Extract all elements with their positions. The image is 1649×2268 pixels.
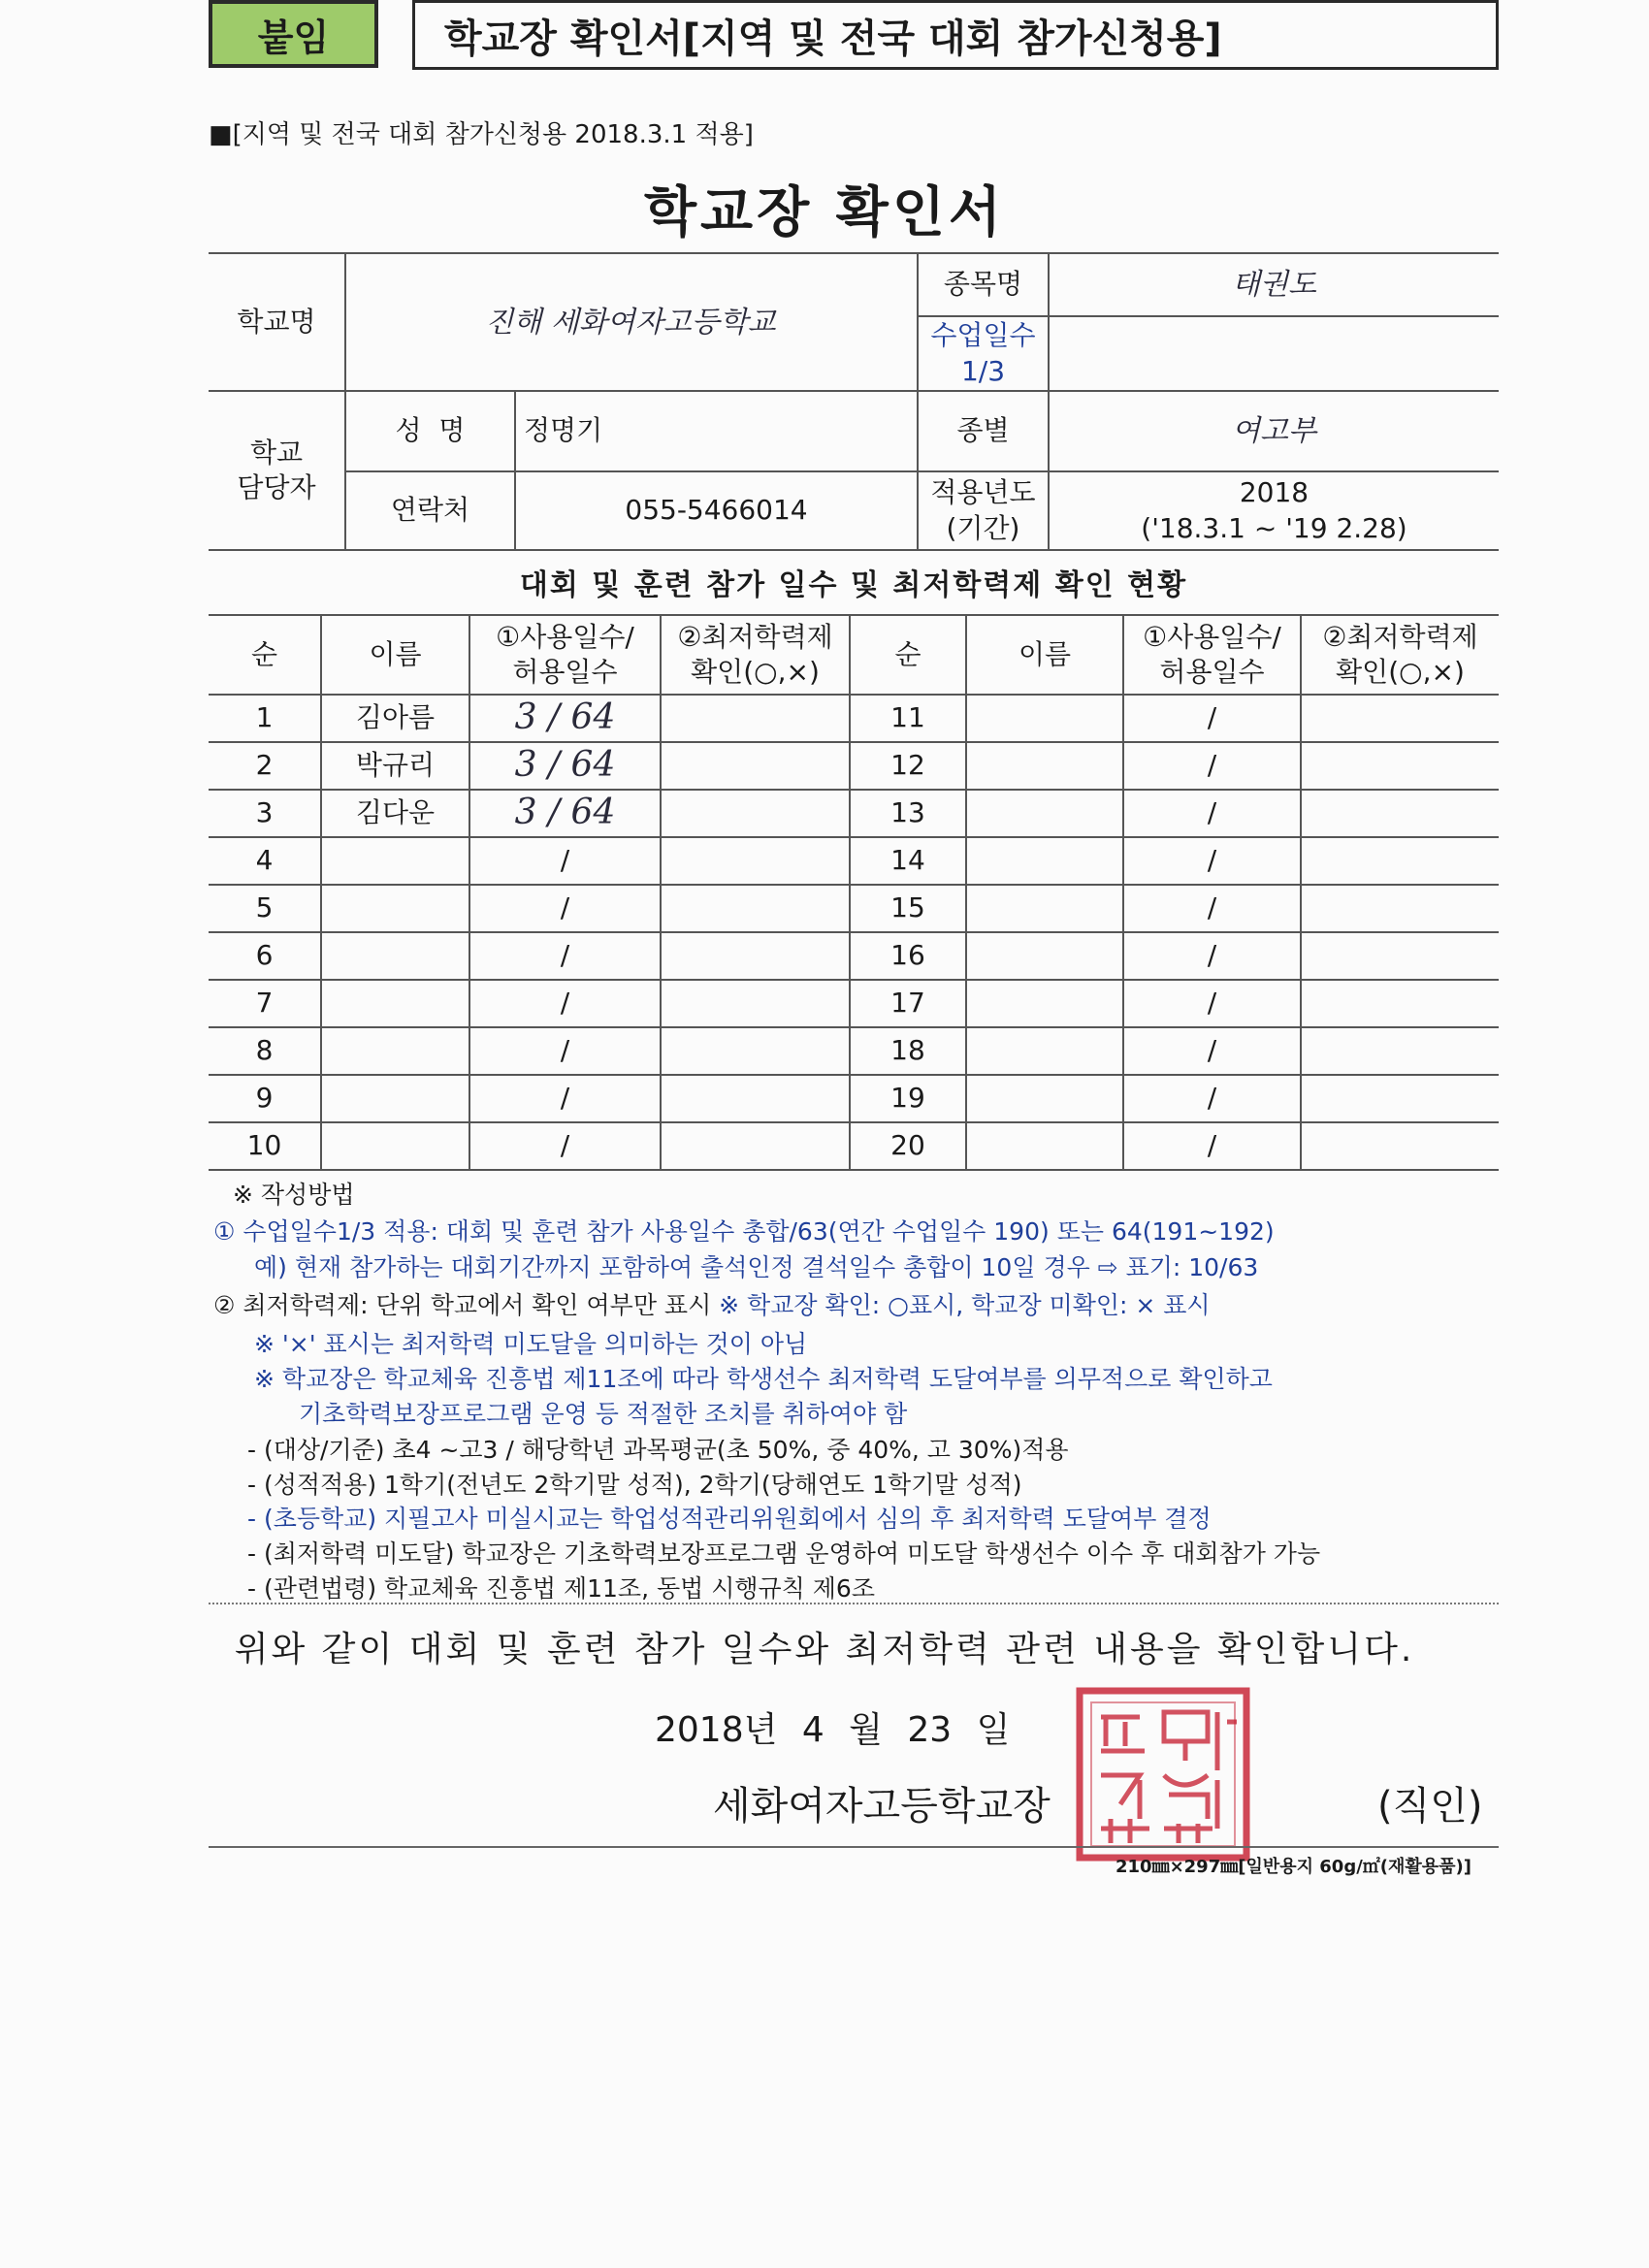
principal-title: 세화여자고등학교장: [713, 1784, 1051, 1829]
table-cell-name: [967, 1076, 1122, 1121]
school-value: 진해 세화여자고등학교: [485, 305, 776, 340]
class-days-label: 수업일수 1/3: [930, 319, 1036, 387]
table-cell-days: 3 / 64: [514, 745, 616, 786]
table-cell-check: [1302, 696, 1499, 741]
document-title: 학교장 확인서: [643, 181, 1006, 244]
contact-value: 055-5466014: [625, 494, 808, 527]
table-cell-check: [662, 933, 849, 979]
note-2: [213, 1286, 1211, 1321]
notes-heading: ※ 작성방법: [233, 1181, 355, 1209]
table-cell-days: /: [560, 844, 570, 877]
table-cell-name: [967, 886, 1122, 931]
confirmation-text: 위와 같이 대회 및 훈련 참가 일수와 최저학력 관련 내용을 확인합니다.: [234, 1630, 1415, 1669]
table-cell-no: 5: [255, 891, 274, 924]
paper-spec: 210㎜×297㎜[일반용지 60g/㎡(재활용품)]: [1116, 1857, 1472, 1877]
note-1b: 예) 현재 참가하는 대회기간까지 포함하여 출석인정 결석일수 총합이 10일 경우 ⇨ 표기: 10/63: [254, 1253, 1259, 1281]
note-8: - (최저학력 미도달) 학교장은 기초학력보장프로그램 운영하여 미도달 학생선수 이수 후 대회참가 가능: [247, 1539, 1321, 1568]
contact-label: 연락처: [390, 494, 470, 527]
note-4a: ※ 학교장은 학교체육 진흥법 제11조에 따라 학생선수 최저학력 도달여부를 의무적으로 확인하고: [254, 1365, 1273, 1393]
table-cell-check: [662, 838, 849, 884]
header-name-right: 이름: [1018, 637, 1072, 670]
table-cell-check: [1302, 838, 1499, 884]
staff-label: 학교 담당자: [237, 436, 316, 503]
header-days-right: ①사용일수/ 허용일수: [1143, 620, 1281, 688]
applied-note: ■[지역 및 전국 대회 참가신청용 2018.3.1 적용]: [209, 120, 754, 149]
table-cell-no: 8: [255, 1034, 274, 1067]
table-cell-no: 9: [255, 1082, 274, 1115]
table-cell-name: [322, 838, 469, 884]
table-cell-check: [1302, 743, 1499, 789]
table-cell-no: 3: [255, 796, 274, 829]
table-cell-no: 17: [890, 987, 925, 1020]
table-cell-check: [662, 1123, 849, 1169]
table-cell-check: [662, 1076, 849, 1121]
issue-date: 2018년 4 월 23 일: [655, 1710, 1011, 1750]
table-cell-no: 6: [255, 939, 274, 972]
note-9: - (관련법령) 학교체육 진흥법 제11조, 동법 시행규칙 제6조: [247, 1574, 875, 1603]
table-cell-name: [967, 743, 1122, 789]
header-check-right: ②최저학력제 확인(○,×): [1322, 620, 1478, 688]
table-cell-name: [967, 933, 1122, 979]
header-name-left: 이름: [369, 637, 422, 670]
name-label: 성 명: [395, 414, 466, 447]
table-cell-days: /: [560, 1129, 570, 1162]
table-cell-days: /: [1207, 796, 1217, 829]
table-cell-days: /: [560, 987, 570, 1020]
table-cell-days: /: [1207, 1034, 1217, 1067]
table-cell-days: /: [560, 891, 570, 924]
table-cell-name: [967, 696, 1122, 741]
table-cell-days: /: [1207, 701, 1217, 734]
header-check-left: ②최저학력제 확인(○,×): [677, 620, 833, 688]
table-cell-name: 김아름: [355, 701, 436, 734]
name-value: 정명기: [524, 414, 603, 447]
table-cell-no: 11: [890, 701, 925, 734]
table-cell-check: [1302, 1076, 1499, 1121]
seal-label: (직인): [1377, 1784, 1483, 1829]
table-cell-check: [662, 743, 849, 789]
table-cell-days: /: [1207, 987, 1217, 1020]
event-label: 종목명: [943, 268, 1023, 301]
note-2-prefix: ② 최저학력제: 단위 학교에서 확인 여부만 표시: [213, 1291, 720, 1319]
divider: [209, 1603, 1499, 1604]
table-cell-name: [322, 933, 469, 979]
category-value: 여고부: [1232, 414, 1316, 448]
year-value: 2018: [1239, 476, 1310, 509]
table-cell-name: [322, 886, 469, 931]
year-label: 적용년도 (기간): [930, 476, 1036, 544]
table-cell-check: [1302, 1028, 1499, 1074]
note-6: - (성적적용) 1학기(전년도 2학기말 성적), 2학기(당해연도 1학기말 성적): [247, 1471, 1022, 1499]
school-label: 학교명: [237, 305, 316, 338]
table-cell-check: [1302, 933, 1499, 979]
table-cell-no: 4: [255, 844, 274, 877]
table-cell-check: [662, 696, 849, 741]
bottom-rule: [209, 1846, 1499, 1848]
table-cell-name: [967, 1028, 1122, 1074]
table-cell-days: /: [560, 1082, 570, 1115]
table-cell-no: 20: [890, 1129, 925, 1162]
note-7: - (초등학교) 지필고사 미실시교는 학업성적관리위원회에서 심의 후 최저학력 도달여부 결정: [247, 1505, 1212, 1533]
table-cell-check: [662, 1028, 849, 1074]
note-2-blue: ※ 학교장 확인: ○표시, 학교장 미확인: × 표시: [719, 1291, 1211, 1319]
table-cell-days: /: [1207, 891, 1217, 924]
table-cell-no: 10: [246, 1129, 282, 1162]
table-cell-days: /: [560, 1034, 570, 1067]
table-cell-name: [967, 791, 1122, 836]
table-cell-days: /: [1207, 1129, 1217, 1162]
table-cell-no: 7: [255, 987, 274, 1020]
table-cell-no: 19: [890, 1082, 925, 1115]
table-cell-check: [662, 981, 849, 1026]
table-cell-name: 박규리: [355, 749, 436, 782]
period-value: ('18.3.1 ~ '19 2.28): [1141, 511, 1407, 544]
table-cell-check: [1302, 1123, 1499, 1169]
table-cell-name: [322, 1076, 469, 1121]
table-cell-days: /: [560, 939, 570, 972]
table-cell-no: 15: [890, 891, 925, 924]
header-no-right: 순: [894, 637, 922, 670]
category-label: 종별: [956, 414, 1010, 447]
section-title: 대회 및 훈련 참가 일수 및 최저학력제 확인 현황: [519, 568, 1188, 602]
header-days-left: ①사용일수/ 허용일수: [496, 620, 634, 688]
table-cell-days: /: [1207, 749, 1217, 782]
note-3: ※ '×' 표시는 최저학력 미도달을 의미하는 것이 아님: [254, 1330, 808, 1358]
table-cell-no: 2: [255, 749, 274, 782]
table-cell-check: [662, 886, 849, 931]
table-cell-no: 13: [890, 796, 925, 829]
table-cell-name: [322, 1028, 469, 1074]
table-cell-no: 12: [890, 749, 925, 782]
official-seal-icon: [1072, 1683, 1254, 1865]
table-cell-name: [967, 1123, 1122, 1169]
table-cell-name: [967, 981, 1122, 1026]
note-4b: 기초학력보장프로그램 운영 등 적절한 조치를 취하여야 함: [299, 1400, 908, 1428]
header-no-left: 순: [250, 637, 278, 670]
table-cell-name: 김다운: [355, 796, 436, 829]
table-cell-name: [967, 838, 1122, 884]
event-value: 태권도: [1232, 268, 1316, 302]
attachment-tag: 붙임: [209, 0, 378, 68]
note-1a: ① 수업일수1/3 적용: 대회 및 훈련 참가 사용일수 총합/63(연간 수업일수 190) 또는 64(191~192): [213, 1217, 1275, 1246]
table-cell-check: [662, 791, 849, 836]
table-cell-days: /: [1207, 939, 1217, 972]
table-cell-check: [1302, 791, 1499, 836]
table-cell-days: /: [1207, 844, 1217, 877]
table-cell-check: [1302, 886, 1499, 931]
note-5: - (대상/기준) 초4 ~고3 / 해당학년 과목평균(초 50%, 중 40%, 고 30%)적용: [247, 1436, 1069, 1464]
table-cell-days: /: [1207, 1082, 1217, 1115]
table-cell-no: 18: [890, 1034, 925, 1067]
table-cell-no: 16: [890, 939, 925, 972]
document-banner: 학교장 확인서[지역 및 전국 대회 참가신청용]: [412, 0, 1499, 70]
year-cell: [1050, 472, 1499, 549]
table-cell-check: [1302, 981, 1499, 1026]
table-cell-days: 3 / 64: [514, 793, 616, 833]
table-cell-name: [322, 981, 469, 1026]
table-cell-days: 3 / 64: [514, 697, 616, 738]
table-cell-no: 1: [255, 701, 274, 734]
table-cell-no: 14: [890, 844, 925, 877]
table-cell-name: [322, 1123, 469, 1169]
